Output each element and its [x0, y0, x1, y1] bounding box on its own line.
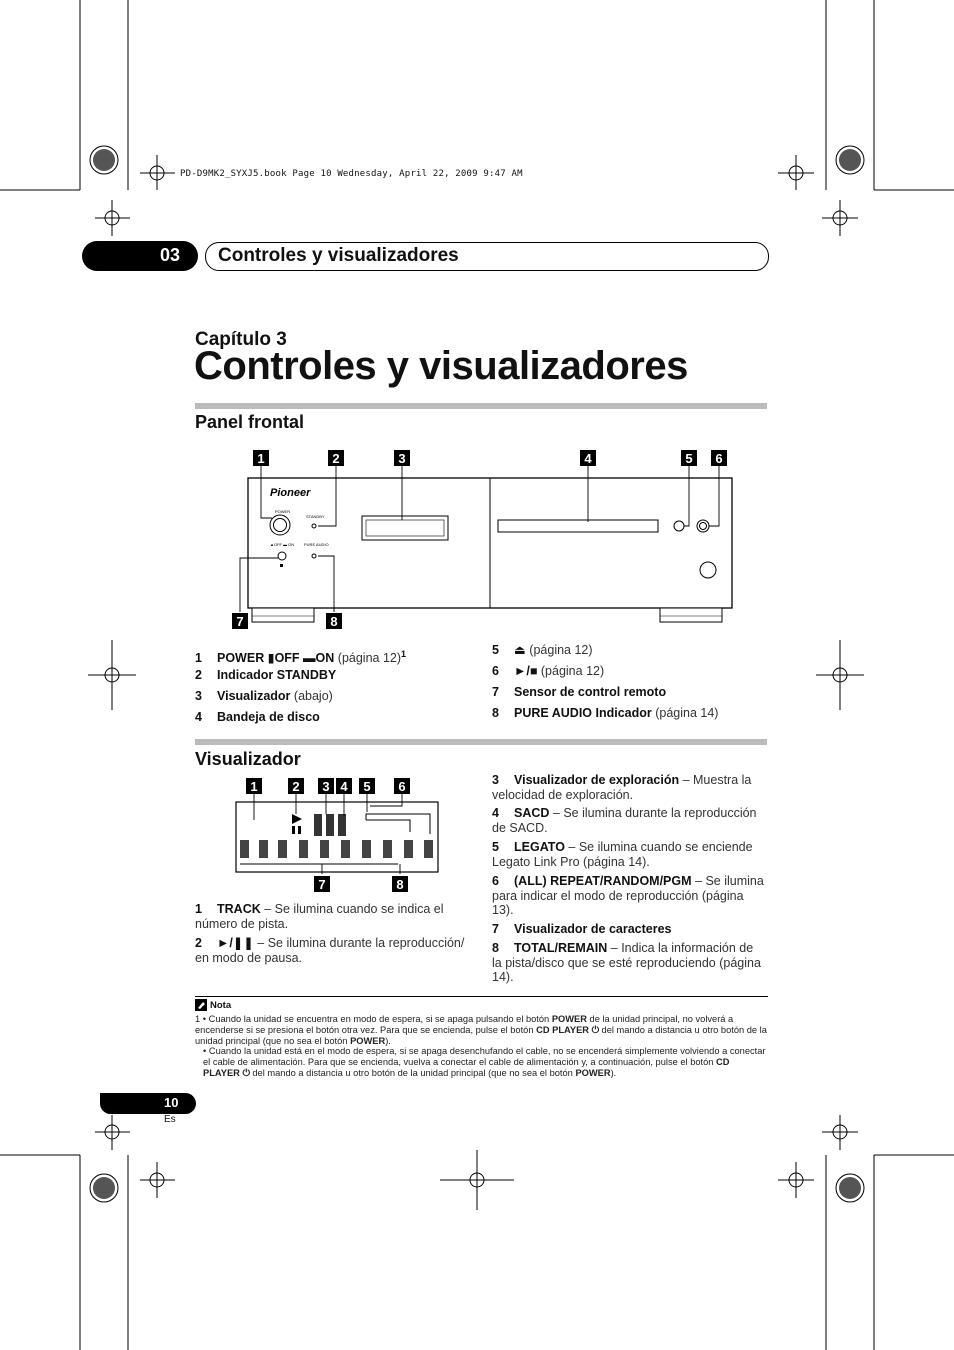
- svg-text:4: 4: [340, 779, 348, 794]
- language-code: Es: [164, 1114, 176, 1125]
- chapter-number: 03: [160, 245, 181, 265]
- legend-item: 2 Indicador STANDBY: [195, 668, 337, 682]
- page-number: 10: [164, 1095, 179, 1110]
- legend-item: 5 ⏏ (página 12): [492, 643, 593, 657]
- svg-text:2: 2: [332, 451, 340, 466]
- book-info-line: PD-D9MK2_SYXJ5.book Page 10 Wednesday, April 22, 2009 9:47 AM: [180, 169, 523, 179]
- display-diagram: [230, 776, 450, 896]
- display-item: 4 SACD – Se ilumina durante la reproducción de SACD.: [492, 806, 757, 835]
- svg-text:2: 2: [292, 779, 300, 794]
- page-number-pill: [100, 1093, 196, 1114]
- chapter-label: Capítulo 3: [195, 329, 287, 350]
- note-item-2: • Cuando la unidad está en el modo de espera, si se apaga desenchufando el cable, no se encenderá simplemente volviendo a conectar el cable de alimentación. Para que se encienda, vuelva a conectar el cable de alimentación y, a continuación, pulse el botón CD PLAYER ⏻ del mando a distancia u otro botón de la unidad principal (que no sea el botón POWER).: [203, 1046, 766, 1078]
- svg-text:5: 5: [363, 779, 371, 794]
- display-item: 5 LEGATO – Se ilumina cuando se enciende Legato Link Pro (página 14).: [492, 840, 753, 869]
- legend-item: 6 ►/■ (página 12): [492, 664, 605, 678]
- power-label: POWER: [275, 509, 291, 514]
- header-chapter-title: Controles y visualizadores: [218, 245, 459, 266]
- note-title: Nota: [210, 1000, 232, 1011]
- svg-text:6: 6: [398, 779, 406, 794]
- svg-text:5: 5: [685, 451, 693, 466]
- pioneer-logo: Pioneer: [270, 487, 311, 499]
- svg-text:1: 1: [257, 451, 265, 466]
- display-item: 8 TOTAL/REMAIN – Indica la información de la pista/disco que se esté reproduciendo (página 14).: [492, 941, 761, 984]
- section-rule: [195, 403, 767, 409]
- svg-text:4: 4: [584, 451, 592, 466]
- section-rule: [195, 739, 767, 745]
- page-title: Controles y visualizadores: [194, 344, 688, 388]
- standby-label: STANDBY: [306, 514, 325, 519]
- svg-text:8: 8: [396, 877, 404, 892]
- display-item: 2 ►/❚❚ – Se ilumina durante la reproducción/ en modo de pausa.: [195, 936, 465, 965]
- section-heading-display: Visualizador: [195, 749, 301, 769]
- legend-item: 8 PURE AUDIO Indicador (página 14): [492, 706, 719, 720]
- legend-item: 4 Bandeja de disco: [195, 710, 320, 724]
- pure-audio-label: PURE AUDIO: [304, 542, 329, 547]
- legend-item: 7 Sensor de control remoto: [492, 685, 667, 699]
- display-item: 6 (ALL) REPEAT/RANDOM/PGM – Se ilumina para indicar el modo de reproducción (página 13).: [492, 874, 764, 917]
- note-item-1: 1 • Cuando la unidad se encuentra en modo de espera, si se apaga pulsando el botón POWER de la unidad principal, no volverá a encenderse si se presiona el botón otra vez. Para que se encienda, pulse el botón CD PLAYER ⏻ del mando a distancia u otro botón de la unidad principal (que no sea el botón POWER).: [195, 1014, 767, 1046]
- display-item: 1 TRACK – Se ilumina cuando se indica el número de pista.: [195, 902, 444, 931]
- svg-text:7: 7: [236, 614, 244, 629]
- note-pencil-icon: [195, 999, 207, 1011]
- legend-item: 1 POWER ▮OFF ▬ON (página 12)$^1$: [195, 649, 407, 666]
- svg-text:1: 1: [250, 779, 258, 794]
- note-rule: [195, 996, 768, 997]
- front-panel-diagram: [230, 446, 750, 636]
- display-item: 7 Visualizador de caracteres: [492, 922, 672, 936]
- svg-text:6: 6: [715, 451, 723, 466]
- section-heading-front-panel: Panel frontal: [195, 412, 305, 432]
- legend-item: 3 Visualizador (abajo): [195, 689, 333, 703]
- svg-text:8: 8: [330, 614, 338, 629]
- chapter-number-pill: [82, 241, 198, 271]
- display-item: 3 Visualizador de exploración – Muestra la velocidad de exploración.: [492, 773, 752, 802]
- off-on-label: ▲OFF ▬ ON: [270, 542, 295, 547]
- svg-text:3: 3: [398, 451, 406, 466]
- svg-text:7: 7: [318, 877, 326, 892]
- svg-text:3: 3: [322, 779, 330, 794]
